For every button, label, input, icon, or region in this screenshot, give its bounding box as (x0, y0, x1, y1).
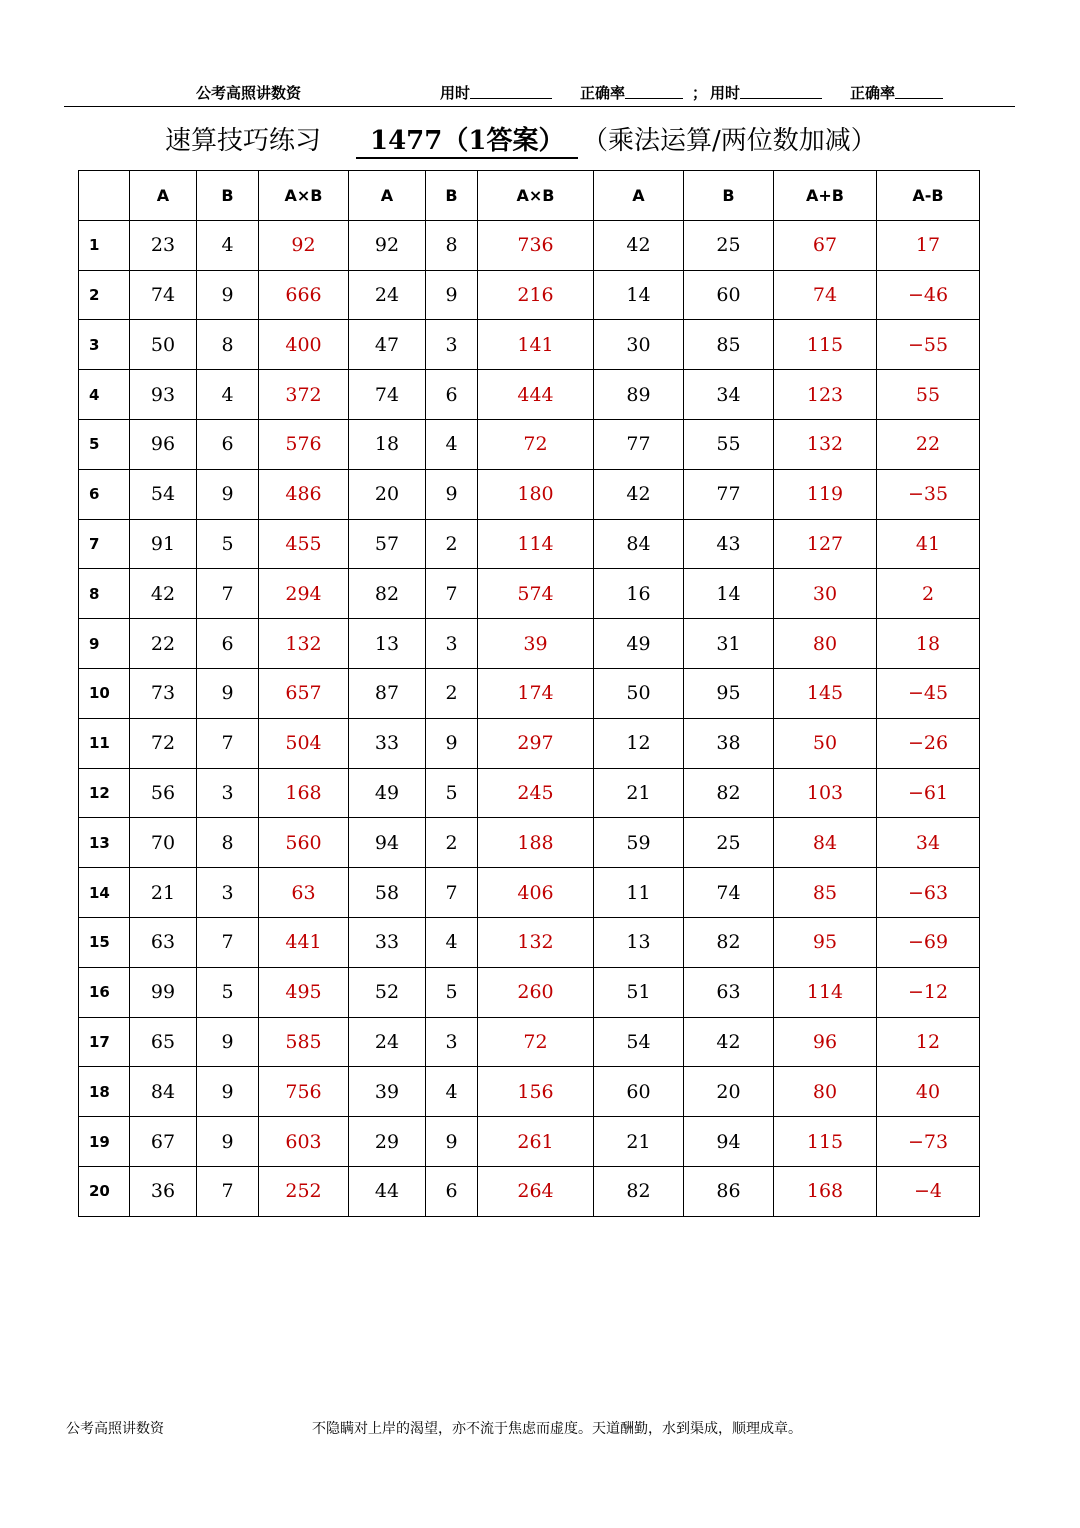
operand-cell: 3 (426, 1017, 478, 1067)
answer-cell: 372 (259, 370, 349, 420)
answer-cell: 18 (877, 619, 980, 669)
answer-cell: 74 (774, 270, 877, 320)
answer-cell: −46 (877, 270, 980, 320)
row-number: 15 (79, 917, 130, 967)
time-label-1: 用时 (440, 84, 471, 102)
operand-cell: 22 (130, 619, 197, 669)
operand-cell: 4 (197, 220, 259, 270)
operand-cell: 34 (684, 370, 774, 420)
operand-cell: 4 (426, 917, 478, 967)
operand-cell: 9 (426, 718, 478, 768)
accuracy-field-1 (580, 82, 625, 103)
answer-cell: 132 (478, 917, 594, 967)
operand-cell: 42 (130, 569, 197, 619)
answer-table (78, 170, 980, 1217)
row-number: 5 (79, 419, 130, 469)
answer-cell: 400 (259, 320, 349, 370)
column-header: A-B (877, 171, 980, 221)
operand-cell: 23 (130, 220, 197, 270)
table-row (79, 1166, 980, 1216)
answer-cell: 495 (259, 967, 349, 1017)
operand-cell: 72 (130, 718, 197, 768)
answer-cell: 486 (259, 469, 349, 519)
row-number: 16 (79, 967, 130, 1017)
answer-cell: −26 (877, 718, 980, 768)
table-row (79, 868, 980, 918)
time-label-2: 用时 (710, 84, 741, 102)
answer-cell: 40 (877, 1067, 980, 1117)
operand-cell: 99 (130, 967, 197, 1017)
answer-cell: 132 (774, 419, 877, 469)
answer-cell: −4 (877, 1166, 980, 1216)
operand-cell: 89 (594, 370, 684, 420)
row-number: 17 (79, 1017, 130, 1067)
operand-cell: 49 (349, 768, 426, 818)
row-number: 13 (79, 818, 130, 868)
operand-cell: 59 (594, 818, 684, 868)
operand-cell: 13 (594, 917, 684, 967)
answer-cell: 127 (774, 519, 877, 569)
answer-cell: 560 (259, 818, 349, 868)
operand-cell: 4 (426, 1067, 478, 1117)
operand-cell: 60 (594, 1067, 684, 1117)
page-header (0, 80, 1080, 104)
operand-cell: 24 (349, 270, 426, 320)
row-number: 1 (79, 220, 130, 270)
answer-cell: 72 (478, 1017, 594, 1067)
operand-cell: 3 (426, 320, 478, 370)
answer-cell: 17 (877, 220, 980, 270)
operand-cell: 82 (684, 917, 774, 967)
operand-cell: 50 (130, 320, 197, 370)
table-row (79, 220, 980, 270)
answer-cell: 455 (259, 519, 349, 569)
operand-cell: 56 (130, 768, 197, 818)
answer-cell: 67 (774, 220, 877, 270)
operand-cell: 85 (684, 320, 774, 370)
operand-cell: 3 (197, 868, 259, 918)
operand-cell: 9 (426, 469, 478, 519)
operand-cell: 54 (594, 1017, 684, 1067)
operand-cell: 95 (684, 668, 774, 718)
title-prefix: 速算技巧练习 (165, 126, 322, 156)
operand-cell: 7 (197, 1166, 259, 1216)
operand-cell: 51 (594, 967, 684, 1017)
operand-cell: 33 (349, 917, 426, 967)
answer-cell: 260 (478, 967, 594, 1017)
operand-cell: 39 (349, 1067, 426, 1117)
operand-cell: 7 (197, 718, 259, 768)
operand-cell: 74 (684, 868, 774, 918)
answer-cell: 145 (774, 668, 877, 718)
operand-cell: 20 (684, 1067, 774, 1117)
answer-cell: 245 (478, 768, 594, 818)
operand-cell: 9 (426, 1117, 478, 1167)
answer-cell: 156 (478, 1067, 594, 1117)
operand-cell: 52 (349, 967, 426, 1017)
operand-cell: 33 (349, 718, 426, 768)
accuracy-blank-1 (625, 84, 683, 99)
operand-cell: 20 (349, 469, 426, 519)
operand-cell: 92 (349, 220, 426, 270)
answer-cell: 34 (877, 818, 980, 868)
operand-cell: 13 (349, 619, 426, 669)
operand-cell: 38 (684, 718, 774, 768)
row-number: 10 (79, 668, 130, 718)
answer-cell: 2 (877, 569, 980, 619)
operand-cell: 7 (197, 569, 259, 619)
footer-org: 公考高照讲数资 (66, 1421, 164, 1437)
answer-cell: −35 (877, 469, 980, 519)
answer-cell: 736 (478, 220, 594, 270)
row-number: 19 (79, 1117, 130, 1167)
operand-cell: 29 (349, 1117, 426, 1167)
row-number: 12 (79, 768, 130, 818)
column-header: B (426, 171, 478, 221)
operand-cell: 9 (197, 1067, 259, 1117)
accuracy-label-2: 正确率 (850, 84, 896, 102)
answer-cell: 80 (774, 619, 877, 669)
row-number: 14 (79, 868, 130, 918)
row-number: 20 (79, 1166, 130, 1216)
answer-cell: 12 (877, 1017, 980, 1067)
operand-cell: 21 (594, 768, 684, 818)
answer-cell: −55 (877, 320, 980, 370)
answer-cell: 657 (259, 668, 349, 718)
column-header: A (130, 171, 197, 221)
column-header: B (684, 171, 774, 221)
header-org: 公考高照讲数资 (196, 84, 302, 102)
operand-cell: 7 (426, 569, 478, 619)
table-body (79, 220, 980, 1216)
table-row (79, 818, 980, 868)
answer-cell: 576 (259, 419, 349, 469)
operand-cell: 24 (349, 1017, 426, 1067)
operand-cell: 36 (130, 1166, 197, 1216)
table-row (79, 270, 980, 320)
answer-cell: 72 (478, 419, 594, 469)
operand-cell: 2 (426, 668, 478, 718)
operand-cell: 2 (426, 818, 478, 868)
operand-cell: 82 (349, 569, 426, 619)
operand-cell: 4 (426, 419, 478, 469)
answer-cell: −63 (877, 868, 980, 918)
table-row (79, 519, 980, 569)
answer-cell: −61 (877, 768, 980, 818)
column-header (79, 171, 130, 221)
footer-motto: 不隐瞒对上岸的渴望，亦不流于焦虑而虚度。天道酬勤，水到渠成，顺理成章。 (312, 1421, 802, 1437)
operand-cell: 7 (197, 917, 259, 967)
table-row (79, 1117, 980, 1167)
answer-cell: 123 (774, 370, 877, 420)
answer-cell: −12 (877, 967, 980, 1017)
row-number: 4 (79, 370, 130, 420)
answer-cell: 41 (877, 519, 980, 569)
operand-cell: 84 (594, 519, 684, 569)
table-header-row (79, 171, 980, 221)
row-number: 3 (79, 320, 130, 370)
header-divider (64, 106, 1015, 107)
answer-cell: 84 (774, 818, 877, 868)
row-number: 2 (79, 270, 130, 320)
operand-cell: 2 (426, 519, 478, 569)
operand-cell: 74 (349, 370, 426, 420)
page-footer (0, 1418, 1080, 1440)
operand-cell: 7 (426, 868, 478, 918)
operand-cell: 55 (684, 419, 774, 469)
answer-cell: 63 (259, 868, 349, 918)
operand-cell: 54 (130, 469, 197, 519)
row-number: 8 (79, 569, 130, 619)
answer-cell: 114 (774, 967, 877, 1017)
operand-cell: 42 (684, 1017, 774, 1067)
answer-cell: 132 (259, 619, 349, 669)
operand-cell: 9 (197, 1017, 259, 1067)
operand-cell: 82 (684, 768, 774, 818)
accuracy-label-1: 正确率 (580, 84, 626, 102)
operand-cell: 94 (349, 818, 426, 868)
page-title (0, 118, 1080, 158)
table-row (79, 469, 980, 519)
answer-cell: 55 (877, 370, 980, 420)
operand-cell: 21 (594, 1117, 684, 1167)
header-separator: ； (692, 84, 708, 102)
table-row (79, 370, 980, 420)
operand-cell: 9 (197, 469, 259, 519)
answer-cell: 103 (774, 768, 877, 818)
answer-cell: 92 (259, 220, 349, 270)
answer-cell: 441 (259, 917, 349, 967)
operand-cell: 8 (426, 220, 478, 270)
operand-cell: 31 (684, 619, 774, 669)
answer-cell: 39 (478, 619, 594, 669)
operand-cell: 5 (426, 768, 478, 818)
table-row (79, 917, 980, 967)
answer-cell: 180 (478, 469, 594, 519)
title-code: 1477（1答案） (356, 120, 578, 159)
table-row (79, 718, 980, 768)
operand-cell: 43 (684, 519, 774, 569)
answer-cell: 141 (478, 320, 594, 370)
answer-cell: 85 (774, 868, 877, 918)
answer-cell: 666 (259, 270, 349, 320)
answer-cell: 444 (478, 370, 594, 420)
operand-cell: 25 (684, 818, 774, 868)
time-blank-2 (740, 84, 822, 99)
operand-cell: 30 (594, 320, 684, 370)
answer-cell: 96 (774, 1017, 877, 1067)
operand-cell: 9 (197, 668, 259, 718)
operand-cell: 5 (197, 967, 259, 1017)
row-number: 11 (79, 718, 130, 768)
operand-cell: 5 (197, 519, 259, 569)
operand-cell: 47 (349, 320, 426, 370)
answer-cell: −69 (877, 917, 980, 967)
operand-cell: 50 (594, 668, 684, 718)
operand-cell: 93 (130, 370, 197, 420)
operand-cell: 12 (594, 718, 684, 768)
table-row (79, 619, 980, 669)
answer-cell: 95 (774, 917, 877, 967)
answer-cell: −45 (877, 668, 980, 718)
answer-cell: 188 (478, 818, 594, 868)
operand-cell: 74 (130, 270, 197, 320)
operand-cell: 3 (197, 768, 259, 818)
operand-cell: 86 (684, 1166, 774, 1216)
row-number: 7 (79, 519, 130, 569)
answer-cell: 756 (259, 1067, 349, 1117)
operand-cell: 8 (197, 818, 259, 868)
operand-cell: 94 (684, 1117, 774, 1167)
operand-cell: 9 (197, 270, 259, 320)
answer-cell: 574 (478, 569, 594, 619)
row-number: 6 (79, 469, 130, 519)
answer-cell: 603 (259, 1117, 349, 1167)
answer-cell: 585 (259, 1017, 349, 1067)
column-header: A+B (774, 171, 877, 221)
operand-cell: 96 (130, 419, 197, 469)
table-row (79, 1017, 980, 1067)
answer-cell: 168 (259, 768, 349, 818)
table-row (79, 569, 980, 619)
operand-cell: 9 (197, 1117, 259, 1167)
operand-cell: 8 (197, 320, 259, 370)
answer-cell: 50 (774, 718, 877, 768)
operand-cell: 67 (130, 1117, 197, 1167)
operand-cell: 18 (349, 419, 426, 469)
operand-cell: 5 (426, 967, 478, 1017)
operand-cell: 6 (426, 370, 478, 420)
operand-cell: 87 (349, 668, 426, 718)
accuracy-field-2 (850, 82, 895, 103)
operand-cell: 63 (684, 967, 774, 1017)
operand-cell: 65 (130, 1017, 197, 1067)
operand-cell: 77 (684, 469, 774, 519)
operand-cell: 11 (594, 868, 684, 918)
answer-cell: 504 (259, 718, 349, 768)
table-row (79, 320, 980, 370)
answer-cell: 22 (877, 419, 980, 469)
operand-cell: 57 (349, 519, 426, 569)
operand-cell: 6 (426, 1166, 478, 1216)
operand-cell: 44 (349, 1166, 426, 1216)
operand-cell: 70 (130, 818, 197, 868)
answer-cell: 264 (478, 1166, 594, 1216)
column-header: A×B (478, 171, 594, 221)
column-header: A×B (259, 171, 349, 221)
row-number: 18 (79, 1067, 130, 1117)
operand-cell: 49 (594, 619, 684, 669)
row-number: 9 (79, 619, 130, 669)
operand-cell: 6 (197, 619, 259, 669)
operand-cell: 9 (426, 270, 478, 320)
answer-cell: −73 (877, 1117, 980, 1167)
answer-cell: 168 (774, 1166, 877, 1216)
table-row (79, 419, 980, 469)
column-header: B (197, 171, 259, 221)
operand-cell: 25 (684, 220, 774, 270)
operand-cell: 14 (684, 569, 774, 619)
answer-cell: 115 (774, 320, 877, 370)
answer-cell: 406 (478, 868, 594, 918)
operand-cell: 6 (197, 419, 259, 469)
answer-cell: 119 (774, 469, 877, 519)
operand-cell: 77 (594, 419, 684, 469)
answer-cell: 261 (478, 1117, 594, 1167)
operand-cell: 21 (130, 868, 197, 918)
title-suffix: （乘法运算/两位数加减） (582, 126, 877, 156)
operand-cell: 16 (594, 569, 684, 619)
time-field-1 (440, 82, 470, 103)
answer-cell: 114 (478, 519, 594, 569)
answer-cell: 297 (478, 718, 594, 768)
operand-cell: 4 (197, 370, 259, 420)
operand-cell: 60 (684, 270, 774, 320)
operand-cell: 58 (349, 868, 426, 918)
answer-cell: 294 (259, 569, 349, 619)
time-blank-1 (470, 84, 552, 99)
operand-cell: 63 (130, 917, 197, 967)
table-row (79, 967, 980, 1017)
table-row (79, 768, 980, 818)
answer-cell: 80 (774, 1067, 877, 1117)
operand-cell: 84 (130, 1067, 197, 1117)
column-header: A (594, 171, 684, 221)
time-field-2 (710, 82, 740, 103)
operand-cell: 42 (594, 469, 684, 519)
answer-cell: 115 (774, 1117, 877, 1167)
answer-cell: 252 (259, 1166, 349, 1216)
accuracy-blank-2 (895, 84, 943, 99)
operand-cell: 42 (594, 220, 684, 270)
table-row (79, 1067, 980, 1117)
operand-cell: 73 (130, 668, 197, 718)
operand-cell: 3 (426, 619, 478, 669)
column-header: A (349, 171, 426, 221)
operand-cell: 91 (130, 519, 197, 569)
table-row (79, 668, 980, 718)
answer-cell: 216 (478, 270, 594, 320)
operand-cell: 14 (594, 270, 684, 320)
answer-cell: 30 (774, 569, 877, 619)
answer-cell: 174 (478, 668, 594, 718)
operand-cell: 82 (594, 1166, 684, 1216)
